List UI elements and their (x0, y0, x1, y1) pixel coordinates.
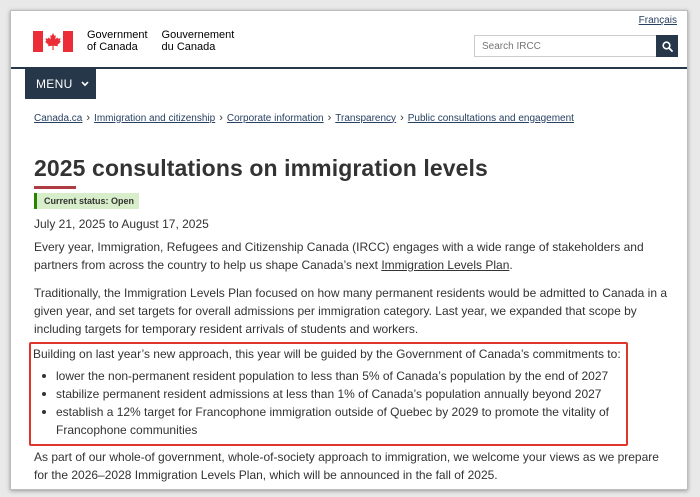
wordmark-fr-line1: Gouvernement (161, 29, 235, 41)
search-input[interactable] (474, 35, 656, 57)
list-item: stabilize permanent resident admissions at less than 1% of Canada’s population annually beyond 2027 (33, 385, 623, 403)
commitments-intro: Building on last year’s new approach, this year will be guided by the Government of Canada’s commitments to: (33, 347, 621, 361)
breadcrumb-transparency[interactable]: Transparency (335, 112, 397, 124)
wordmark-en-line1: Government (87, 29, 148, 41)
intro-paragraph: Every year, Immigration, Refugees and Citizenship Canada (IRCC) engages with a wide range of stakeholders and partners from across the country to help us shape Canada’s next Immigration Levels Plan. (34, 240, 644, 272)
commitments-list (33, 367, 623, 439)
government-of-canada-signature[interactable] (33, 29, 248, 53)
search-icon (662, 41, 673, 52)
header-divider (11, 67, 687, 69)
chevron-right-icon: › (400, 112, 404, 124)
breadcrumb (34, 112, 574, 124)
closing-paragraph: As part of our whole-of government, whole-of-society approach to immigration, we welcome your views as we prepare for the 2026–2028 Immigration Levels Plan, which will be announced in the fall of 2025. (34, 450, 659, 482)
page-title: 2025 consultations on immigration levels (34, 155, 488, 181)
search-bar (474, 35, 678, 57)
status-badge: Current status: Open (34, 193, 139, 209)
canada-flag-icon (33, 31, 73, 52)
consultation-dates: July 21, 2025 to August 17, 2025 (34, 217, 209, 231)
immigration-levels-plan-link[interactable]: Immigration Levels Plan (381, 258, 510, 272)
breadcrumb-immigration-and-citizenship[interactable]: Immigration and citizenship (94, 112, 216, 124)
wordmark (87, 29, 248, 53)
browser-page (10, 10, 688, 490)
chevron-right-icon: › (219, 112, 223, 124)
wordmark-en-line2: of Canada (87, 41, 138, 53)
search-button[interactable] (656, 35, 678, 57)
chevron-right-icon: › (327, 112, 332, 124)
chevron-right-icon: › (86, 112, 91, 124)
scope-paragraph: Traditionally, the Immigration Levels Plan focused on how many permanent residents would be admitted to Canada in a given year, and set targets for overall admissions per immigration category. Last year, we expanded that scope by including targets for temporary resident arrivals of students and workers. (34, 286, 668, 336)
menu-button[interactable] (25, 69, 96, 99)
list-item: establish a 12% target for Francophone immigration outside of Quebec by 2029 to promote the vitality of Francophone communities (33, 403, 623, 439)
title-underline (34, 186, 76, 189)
wordmark-fr-line2: du Canada (161, 41, 216, 53)
breadcrumb-corporate-information[interactable]: Corporate information (226, 112, 324, 124)
chevron-down-icon (81, 81, 89, 87)
menu-label: MENU (36, 77, 73, 91)
list-item: lower the non-permanent resident population to less than 5% of Canada’s population by the end of 2027 (33, 367, 623, 385)
breadcrumb-public-consultations[interactable]: Public consultations and engagement (407, 112, 574, 124)
breadcrumb-canada-ca[interactable]: Canada.ca (34, 112, 83, 124)
language-toggle-link[interactable]: Français (638, 15, 677, 26)
